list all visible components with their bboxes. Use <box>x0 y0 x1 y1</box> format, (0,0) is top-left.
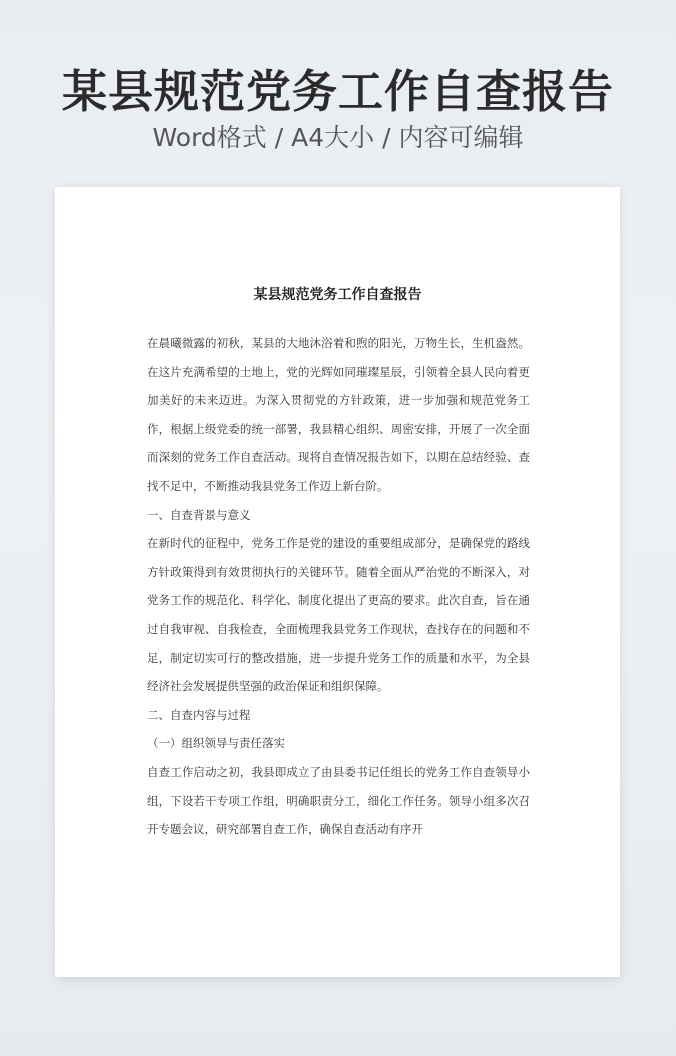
document-page <box>55 187 620 977</box>
subsection-heading-1: （一）组织领导与责任落实 <box>147 736 285 751</box>
subsection-1-paragraph: 自查工作启动之初，我县即成立了由县委书记任组长的党务工作自查领导小组，下设若干专项工作组，明确职责分工，细化工作任务。领导小组多次召开专题会议，研究部署自查工作，确保自查活动有序开 <box>147 764 530 837</box>
document-body <box>147 329 530 844</box>
intro-paragraph: 在晨曦微露的初秋，某县的大地沐浴着和煦的阳光，万物生长，生机盎然。在这片充满希望的土地上，党的光辉如同璀璨星辰，引领着全县人民向着更加美好的未来迈进。为深入贯彻党的方针政策，进一步加强和规范党务工作，根据上级党委的统一部署，我县精心组织、周密安排，开展了一次全面而深刻的党务工作自查活动。现将自查情况报告如下，以期在总结经验、查找不足中，不断推动我县党务工作迈上新台阶。 <box>147 336 530 493</box>
banner-subtitle: Word格式 / A4大小 / 内容可编辑 <box>152 123 524 152</box>
document-title: 某县规范党务工作自查报告 <box>253 287 422 303</box>
section-1-paragraph: 在新时代的征程中，党务工作是党的建设的重要组成部分，是确保党的路线方针政策得到有效贯彻执行的关键环节。随着全面从严治党的不断深入，对党务工作的规范化、科学化、制度化提出了更高的要求。此次自查，旨在通过自我审视、自我检查，全面梳理我县党务工作现状，查找存在的问题和不足，制定切实可行的整改措施，进一步提升党务工作的质量和水平，为全县经济社会发展提供坚强的政治保证和组织保障。 <box>147 536 530 694</box>
section-heading-1: 一、自查背景与意义 <box>147 507 251 522</box>
section-heading-2: 二、自查内容与过程 <box>147 707 251 722</box>
banner-title: 某县规范党务工作自查报告 <box>61 65 614 118</box>
